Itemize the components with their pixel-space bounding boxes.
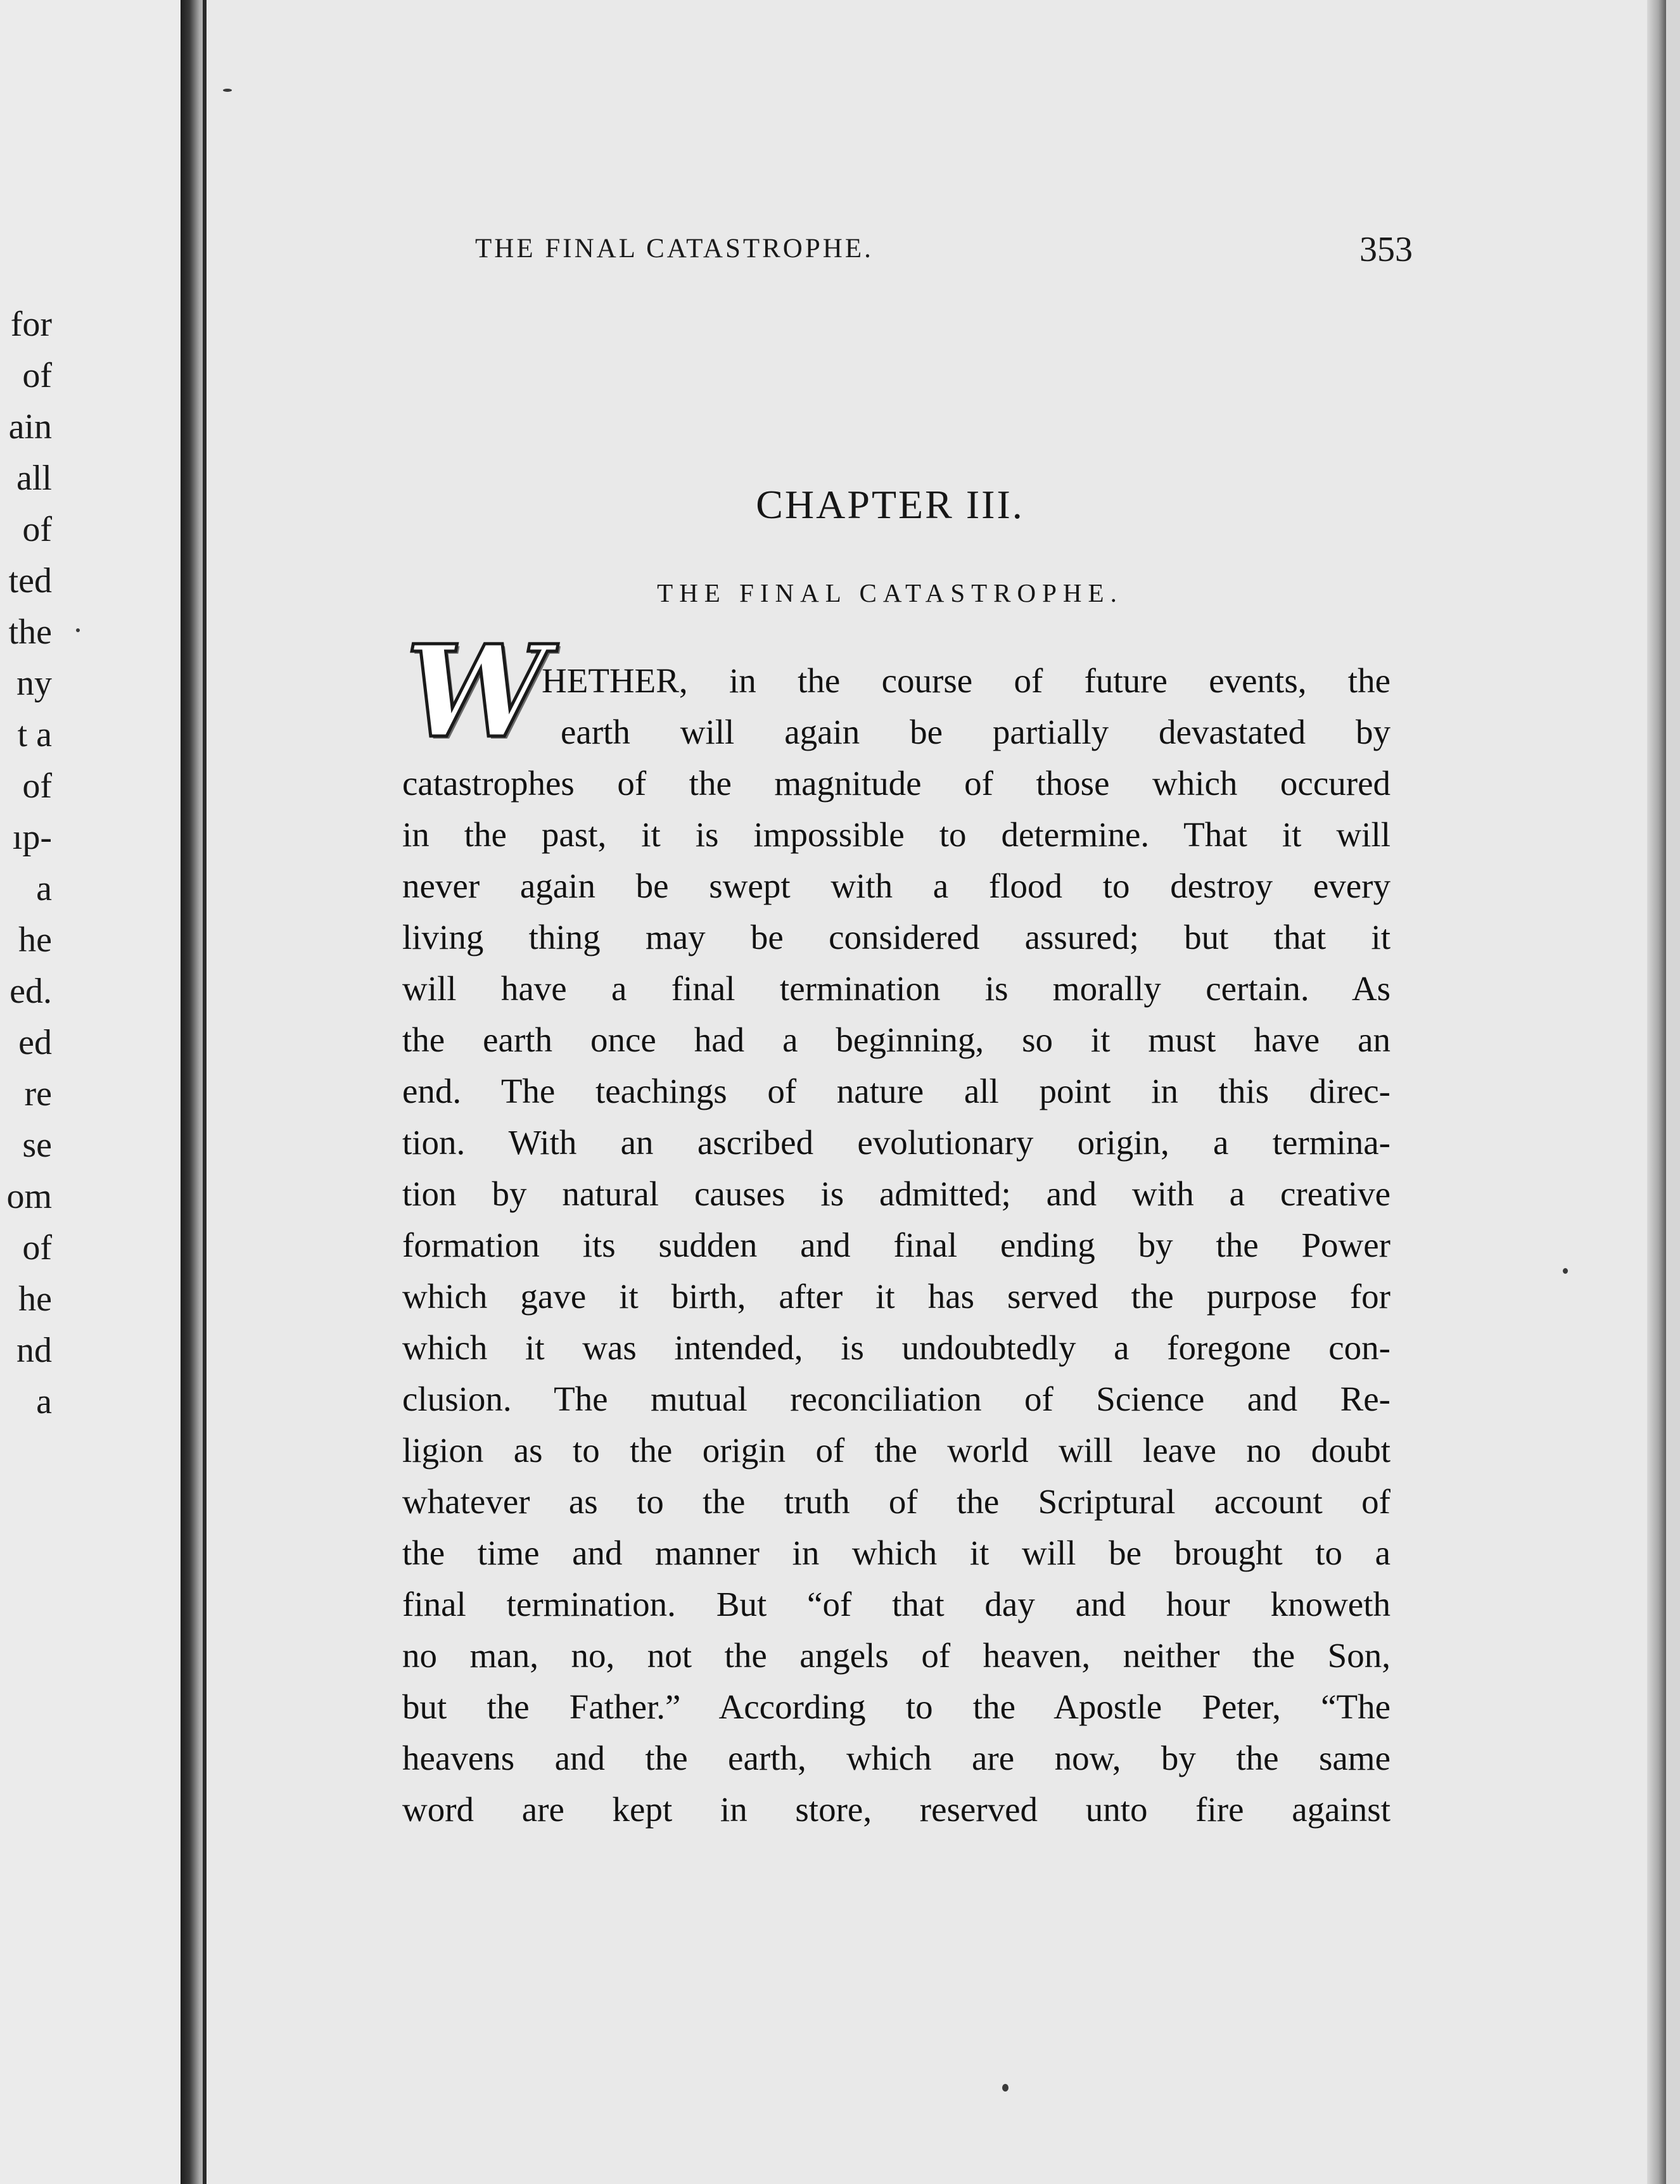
text-line: ligion as to the origin of the world will leave no doubt <box>402 1431 1390 1470</box>
text-line: whatever as to the truth of the Scriptural account of <box>402 1482 1390 1521</box>
text-line: but the Father.” According to the Apostle Peter, “The <box>402 1687 1390 1726</box>
left-page-fragment: the <box>8 613 52 652</box>
left-page-fragment: nd <box>16 1331 52 1370</box>
text-line: will have a final termination is morally certain. As <box>402 969 1390 1008</box>
left-page-fragment: ted <box>8 561 52 600</box>
left-page-fragment: ain <box>8 407 52 447</box>
left-page-text-fragments <box>0 299 52 1428</box>
running-header <box>475 230 1413 277</box>
drop-cap-initial: W <box>405 618 548 766</box>
left-page-fragment: he <box>18 920 52 960</box>
left-page-fragment: ed. <box>10 972 52 1011</box>
text-line: no man, no, not the angels of heaven, neither the Son, <box>402 1636 1390 1675</box>
left-facing-page <box>0 0 190 2184</box>
left-page-fragment: a <box>36 869 52 908</box>
left-page-fragment: ny <box>16 664 52 703</box>
left-page-fragment: a <box>36 1382 52 1421</box>
text-line: earth will again be partially devastated by <box>561 713 1390 751</box>
left-page-fragment: all <box>16 459 52 498</box>
text-line: final termination. But “of that day and hour knoweth <box>402 1585 1390 1623</box>
left-page-fragment: of <box>22 356 52 395</box>
paper-speck <box>76 628 80 632</box>
text-line: in the past, it is impossible to determine. That it will <box>402 815 1390 854</box>
text-line: tion. With an ascribed evolutionary origin, a termina- <box>402 1123 1390 1162</box>
chapter-title: THE FINAL CATASTROPHE. <box>657 578 1123 607</box>
left-page-fragment: ed <box>18 1023 52 1062</box>
left-page-fragment: of <box>22 510 52 549</box>
text-line: which gave it birth, after it has served the purpose for <box>402 1277 1390 1316</box>
left-page-fragment: he <box>18 1279 52 1319</box>
left-page-fragment: for <box>10 305 52 344</box>
text-line: word are kept in store, reserved unto fire against <box>402 1790 1390 1829</box>
text-line: HETHER, in the course of future events, the <box>542 661 1390 700</box>
text-line: living thing may be considered assured; but that it <box>402 918 1390 956</box>
left-page-fragment: ıp- <box>12 818 52 857</box>
text-line: which it was intended, is undoubtedly a foregone con- <box>402 1328 1390 1367</box>
page-edge-shadow <box>1647 0 1666 2184</box>
text-line: never again be swept with a flood to destroy every <box>402 867 1390 905</box>
paper-speck <box>1563 1268 1568 1274</box>
left-page-fragment: se <box>22 1126 52 1165</box>
paper-speck <box>1002 2084 1009 2092</box>
text-line: clusion. The mutual reconciliation of Science and Re- <box>402 1380 1390 1418</box>
left-page-fragment: of <box>22 1228 52 1267</box>
text-line: the time and manner in which it will be brought to a <box>402 1533 1390 1572</box>
left-page-fragment: of <box>22 766 52 806</box>
page-number: 353 <box>1359 230 1413 269</box>
chapter-heading: CHAPTER III. <box>756 482 1024 527</box>
text-line: end. The teachings of nature all point in this direc- <box>402 1072 1390 1110</box>
text-line: catastrophes of the magnitude of those which occured <box>402 764 1390 803</box>
left-page-fragment: re <box>24 1074 52 1114</box>
left-page-fragment: om <box>6 1177 52 1216</box>
text-line: formation its sudden and final ending by the Power <box>402 1226 1390 1264</box>
paper-speck <box>223 89 232 92</box>
running-title: THE FINAL CATASTROPHE. <box>475 234 874 263</box>
left-page-fragment: t a <box>17 715 52 754</box>
text-line: tion by natural causes is admitted; and with a creative <box>402 1174 1390 1213</box>
text-line: the earth once had a beginning, so it must have an <box>402 1020 1390 1059</box>
text-line: heavens and the earth, which are now, by the same <box>402 1739 1390 1777</box>
